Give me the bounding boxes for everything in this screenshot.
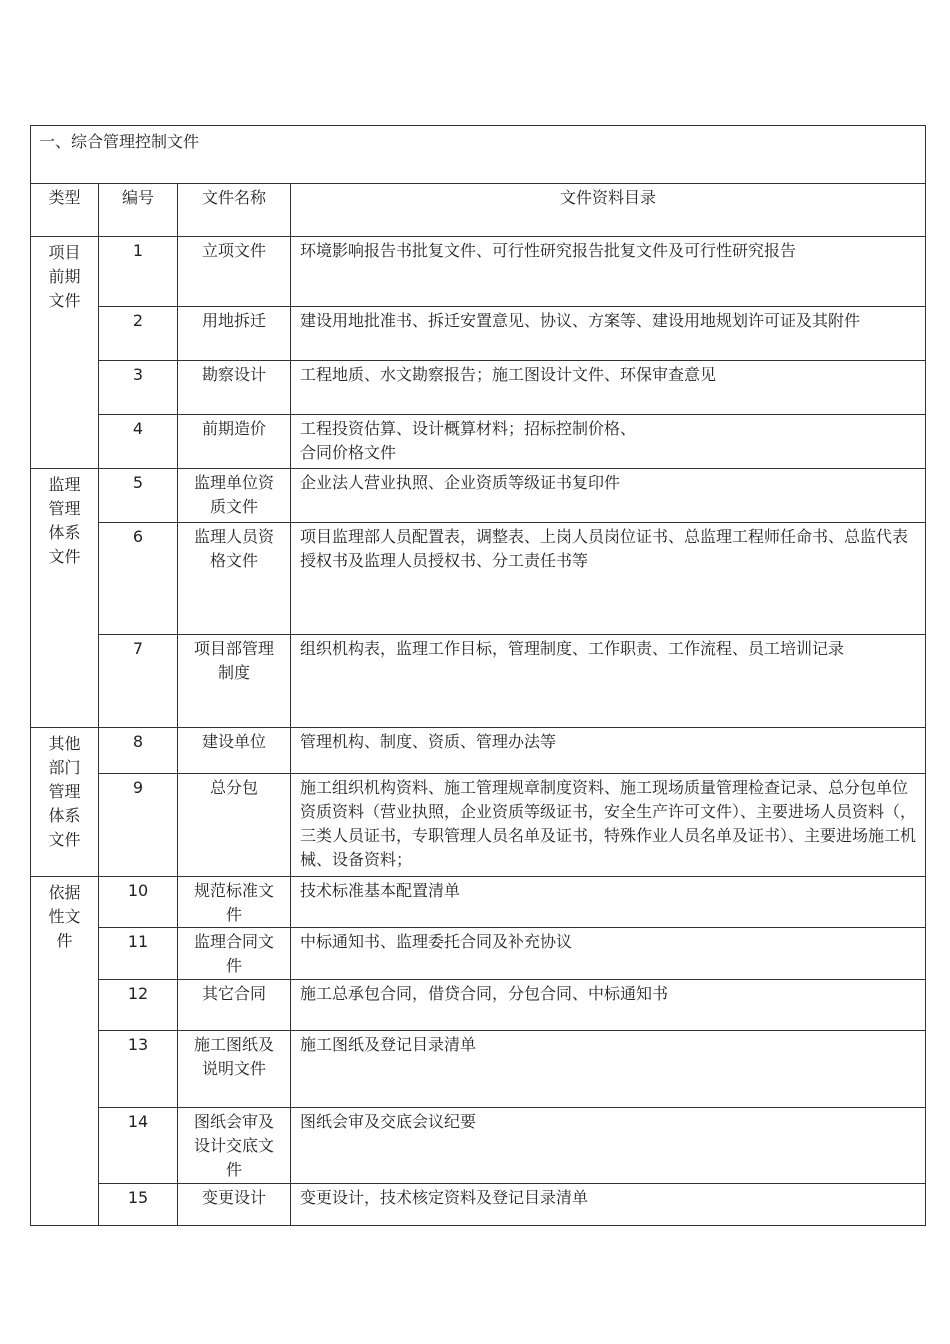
file-name-cell [178,237,291,307]
row-number: 3 [99,361,178,415]
catalog-description: 中标通知书、监理委托合同及补充协议 [291,928,926,980]
table-row [31,774,926,877]
file-name: 立项文件 [201,241,266,260]
header-row [31,184,926,237]
file-name-cell [178,728,291,774]
type-cell [31,469,99,728]
table-row [31,877,926,928]
row-number: 6 [99,523,178,635]
type-cell [31,728,99,877]
file-name: 建设单位 [201,732,266,751]
file-name-cell [178,1184,291,1226]
row-number: 9 [99,774,178,877]
type-label: 项目前期文件 [48,243,81,310]
file-name-cell [178,469,291,523]
header-name: 文件名称 [178,184,291,237]
row-number: 10 [99,877,178,928]
header-catalog: 文件资料目录 [291,184,926,237]
row-number: 8 [99,728,178,774]
table-row [31,980,926,1031]
row-number: 2 [99,307,178,361]
file-name: 勘察设计 [201,365,266,384]
row-number: 14 [99,1108,178,1184]
header-number: 编号 [99,184,178,237]
catalog-description: 施工图纸及登记目录清单 [291,1031,926,1108]
table-row [31,469,926,523]
row-number: 15 [99,1184,178,1226]
catalog-description: 施工组织机构资料、施工管理规章制度资料、施工现场质量管理检查记录、总分包单位资质资料（营业执照，企业资质等级证书，安全生产许可文件）、主要进场人员资料（，三类人员证书，专职管理人员名单及证书，特殊作业人员名单及证书）、主要进场施工机械、设备资料； [291,774,926,877]
type-label: 其他部门管理体系文件 [48,734,81,849]
catalog-description: 管理机构、制度、资质、管理办法等 [291,728,926,774]
catalog-description: 建设用地批准书、拆迁安置意见、协议、方案等、建设用地规划许可证及其附件 [291,307,926,361]
file-name: 项目部管理制度 [193,639,274,682]
file-name: 变更设计 [201,1188,266,1207]
catalog-description: 工程地质、水文勘察报告；施工图设计文件、环保审查意见 [291,361,926,415]
file-name-cell [178,307,291,361]
document-table [30,125,926,1226]
table-row [31,307,926,361]
catalog-description: 变更设计，技术核定资料及登记目录清单 [291,1184,926,1226]
row-number: 13 [99,1031,178,1108]
file-name: 图纸会审及设计交底文件 [193,1112,274,1179]
file-name-cell [178,980,291,1031]
table-row [31,635,926,728]
file-name-cell [178,1108,291,1184]
file-name: 施工图纸及说明文件 [193,1035,274,1078]
catalog-description: 组织机构表，监理工作目标，管理制度、工作职责、工作流程、员工培训记录 [291,635,926,728]
file-name: 前期造价 [201,419,266,438]
file-name: 用地拆迁 [201,311,266,330]
row-number: 4 [99,415,178,469]
table-row [31,1108,926,1184]
catalog-description: 项目监理部人员配置表，调整表、上岗人员岗位证书、总监理工程师任命书、总监代表授权书及监理人员授权书、分工责任书等 [291,523,926,635]
table-row [31,728,926,774]
table-row [31,523,926,635]
file-name: 其它合同 [201,984,266,1003]
table-row [31,1031,926,1108]
table-row [31,361,926,415]
file-name-cell [178,415,291,469]
file-name-cell [178,928,291,980]
row-number: 12 [99,980,178,1031]
catalog-description: 图纸会审及交底会议纪要 [291,1108,926,1184]
catalog-description: 施工总承包合同，借贷合同，分包合同、中标通知书 [291,980,926,1031]
catalog-description: 工程投资估算、设计概算材料；招标控制价格、 合同价格文件 [291,415,926,469]
file-name-cell [178,774,291,877]
file-name: 总分包 [209,778,258,797]
file-name-cell [178,877,291,928]
table-row [31,1184,926,1226]
file-name-cell [178,1031,291,1108]
section-title-row [31,126,926,184]
catalog-description: 企业法人营业执照、企业资质等级证书复印件 [291,469,926,523]
file-name: 规范标准文件 [193,881,274,924]
file-name: 监理人员资格文件 [193,527,274,570]
header-type: 类型 [31,184,99,237]
table-row [31,415,926,469]
file-name-cell [178,361,291,415]
file-name: 监理合同文件 [193,932,274,975]
row-number: 7 [99,635,178,728]
row-number: 1 [99,237,178,307]
type-cell [31,877,99,1226]
type-label: 依据性文件 [48,883,81,950]
catalog-description: 技术标准基本配置清单 [291,877,926,928]
table-row [31,237,926,307]
type-cell [31,237,99,469]
table-row [31,928,926,980]
row-number: 11 [99,928,178,980]
file-name-cell [178,523,291,635]
section-title: 一、综合管理控制文件 [31,126,926,184]
catalog-description: 环境影响报告书批复文件、可行性研究报告批复文件及可行性研究报告 [291,237,926,307]
row-number: 5 [99,469,178,523]
file-name: 监理单位资质文件 [193,473,274,516]
file-name-cell [178,635,291,728]
type-label: 监理管理体系文件 [48,475,81,566]
